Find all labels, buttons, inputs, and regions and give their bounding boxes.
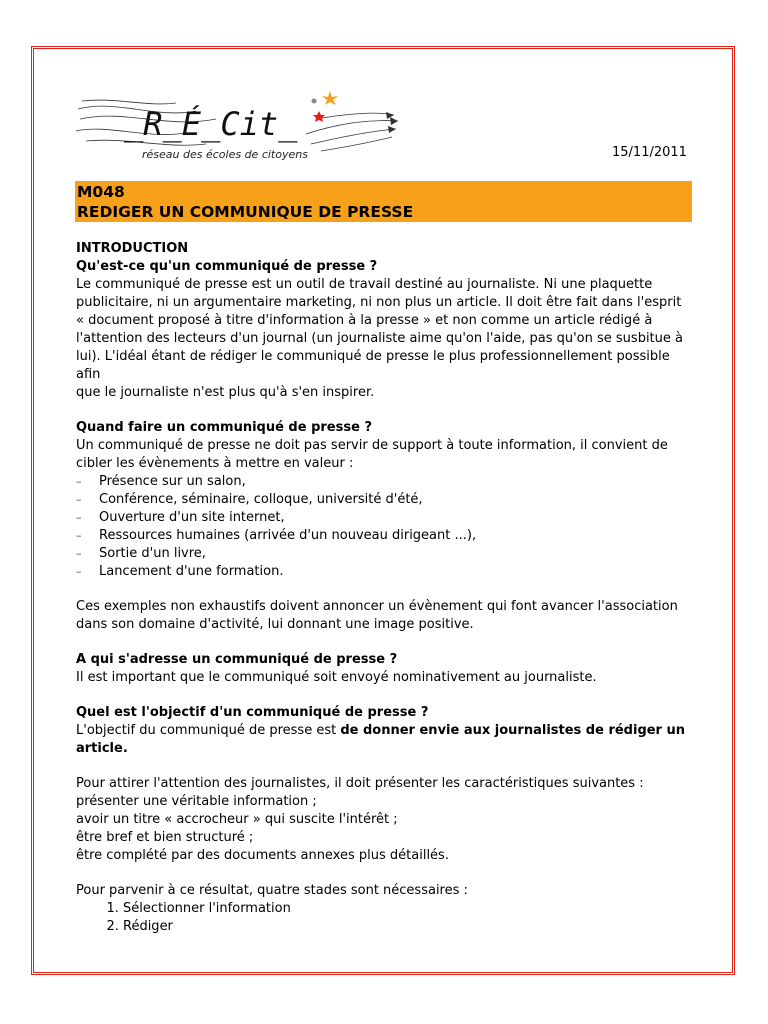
goal-text: L'objectif du communiqué de presse est: [76, 723, 341, 738]
paragraph-line: que le journaliste n'est plus qu'à s'en inspirer.: [76, 385, 375, 400]
list-item: – Présence sur un salon,: [76, 473, 696, 491]
goal-emphasis-end: article.: [76, 741, 128, 756]
intro-question: Qu'est-ce qu'un communiqué de presse ?: [76, 259, 378, 274]
goal-statement: [76, 722, 696, 740]
list-item: – Conférence, séminaire, colloque, université d'été,: [76, 491, 696, 509]
when-heading: Quand faire un communiqué de presse ?: [76, 420, 372, 435]
features-intro: Pour attirer l'attention des journalistes, il doit présenter les caractéristiques suivantes :: [76, 776, 644, 791]
logo-wordmark: _R_É_Cit_: [124, 105, 298, 143]
step-item: 2. Rédiger: [123, 918, 696, 936]
paragraph-line: Ces exemples non exhaustifs doivent annoncer un évènement qui font avancer l'association: [76, 599, 678, 614]
steps-intro: Pour parvenir à ce résultat, quatre stades sont nécessaires :: [76, 883, 468, 898]
paragraph-line: publicitaire, ni un argumentaire marketing, ni non plus un article. Il doit être fait dans l'esprit: [76, 295, 682, 310]
feature-line: présenter une véritable information ;: [76, 794, 317, 809]
list-item: – Ouverture d'un site internet,: [76, 509, 696, 527]
document-date: 15/11/2011: [612, 145, 687, 160]
goal-heading: Quel est l'objectif d'un communiqué de presse ?: [76, 705, 429, 720]
step-item: 1. Sélectionner l'information: [123, 900, 696, 918]
list-item: – Sortie d'un livre,: [76, 545, 696, 563]
logo-tagline: réseau des écoles de citoyens: [142, 148, 308, 161]
title-banner: [75, 181, 692, 222]
event-list: [76, 473, 696, 581]
feature-line: être bref et bien structuré ;: [76, 830, 254, 845]
feature-line: avoir un titre « accrocheur » qui suscite l'intérêt ;: [76, 812, 398, 827]
intro-heading: INTRODUCTION: [76, 241, 189, 256]
goal-emphasis: de donner envie aux journalistes de rédiger un: [340, 723, 686, 738]
paragraph-line: cibler les évènements à mettre en valeur :: [76, 456, 354, 471]
who-heading: A qui s'adresse un communiqué de presse ?: [76, 652, 398, 667]
paragraph-line: Le communiqué de presse est un outil de travail destiné au journaliste. Ni une plaquette: [76, 277, 653, 292]
document-body: [76, 240, 696, 936]
feature-line: être complété par des documents annexes plus détaillés.: [76, 848, 449, 863]
list-item: – Ressources humaines (arrivée d'un nouveau dirigeant ...),: [76, 527, 696, 545]
paragraph-line: lui). L'idéal étant de rédiger le communiqué de presse le plus professionnellement possible afin: [76, 349, 670, 382]
document-title: REDIGER UN COMMUNIQUE DE PRESSE: [77, 203, 414, 221]
recit-logo: [76, 89, 406, 161]
steps-list: [76, 900, 696, 936]
paragraph-line: « document proposé à titre d'information à la presse » et non comme un article rédigé à: [76, 313, 653, 328]
paragraph-line: Un communiqué de presse ne doit pas servir de support à toute information, il convient de: [76, 438, 668, 453]
paragraph-line: Il est important que le communiqué soit envoyé nominativement au journaliste.: [76, 670, 597, 685]
paragraph-line: l'attention des lecteurs d'un journal (un journaliste aime qu'on l'aide, pas qu'on se susbitue à: [76, 331, 683, 346]
module-code: M048: [77, 183, 125, 201]
paragraph-line: dans son domaine d'activité, lui donnant une image positive.: [76, 617, 474, 632]
list-item: – Lancement d'une formation.: [76, 563, 696, 581]
